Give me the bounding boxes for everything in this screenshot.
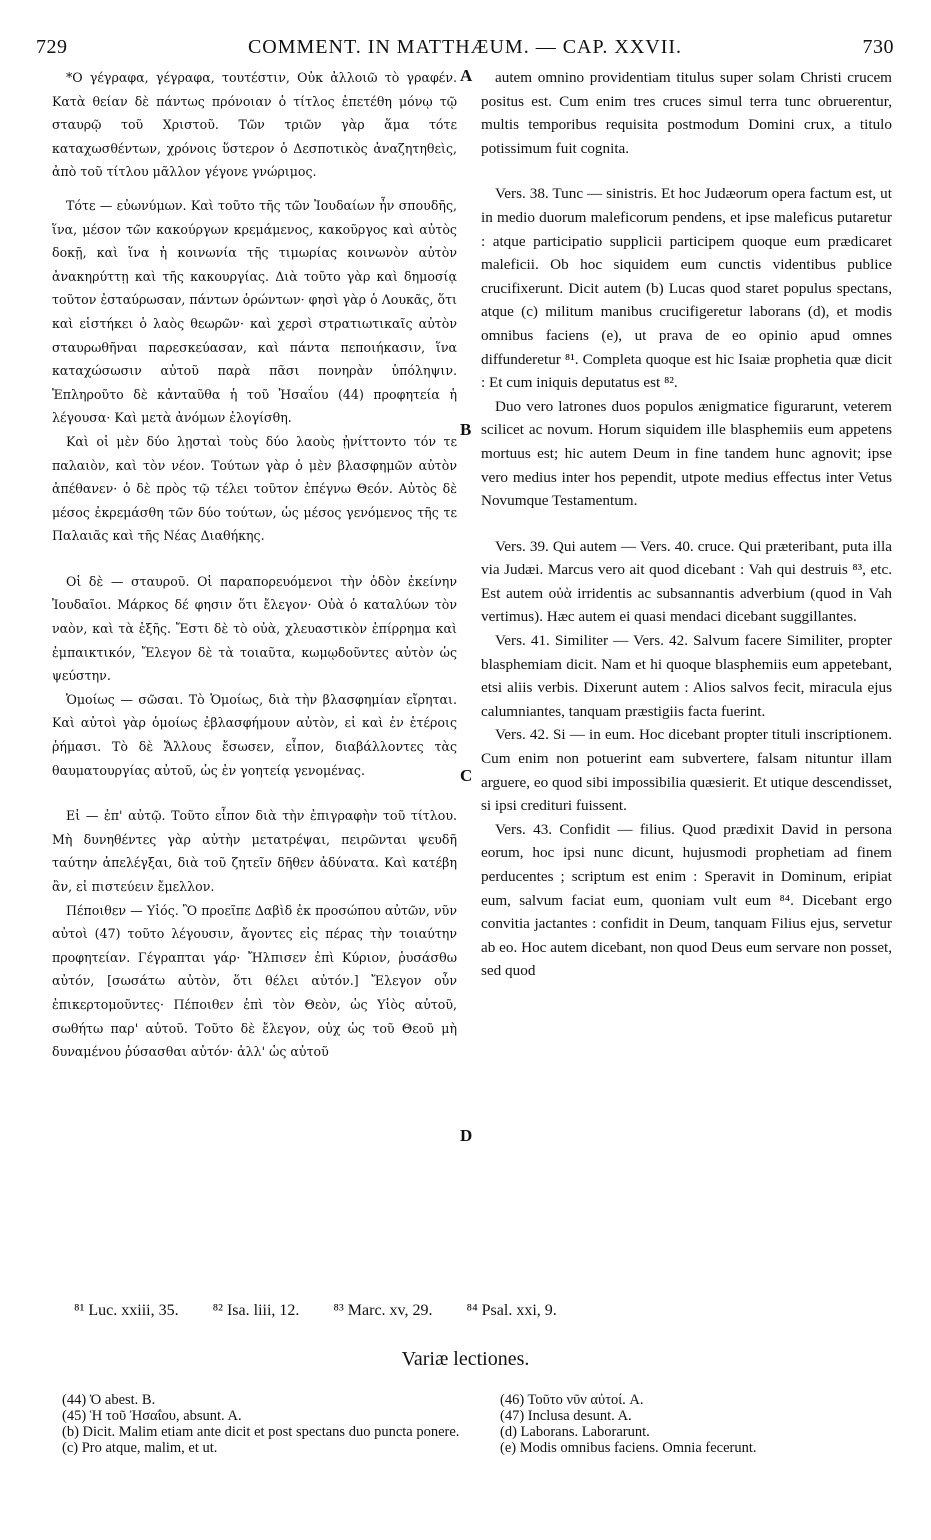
running-title: COMMENT. IN MATTHÆUM. — CAP. XXVII. <box>247 36 683 58</box>
margin-letter-b: B <box>460 420 472 439</box>
latin-paragraph: Vers. 43. Confidit — filius. Quod prædixit David in persona eorum, hoc ipsi nunc dicunt, hujusmodi prophetiam ad finem perducentes ; scriptum est enim : Speravit in Dominum, eripiat eum, salvum faciat eum, quoniam vult eum ⁸⁴. Dicebant ergo convitia jactantes : confidit in Deum, tanquam Filius ejus, servetur ab eo. Hoc autem dicebant, non quod Deus eum servare non posset, sed quod <box>481 820 892 980</box>
variant-reading: (e) Modis omnibus faciens. Omnia fecerunt. <box>500 1440 757 1456</box>
variant-readings-right-bottom <box>500 1424 757 1456</box>
greek-paragraph: Οἱ δὲ — σταυροῦ. Οἱ παραπορευόμενοι τὴν ὁδὸν ἐκείνην Ἰουδαῖοι. Μάρκος δέ φησιν ὅτι ἔλεγον· Οὐὰ ὁ καταλύων τὸν ναὸν, καὶ τὰ ἑξῆς. Ἔστι δὲ τὸ οὐὰ, χλευαστικὸν ἐπίρρημα καὶ ἐμπαικτικόν, Ἔλεγον δὲ τὰ τοιαῦτα, κωμῳδοῦντες αὐτὸν ὡς ψεύστην. <box>52 573 457 684</box>
variant-reading: (b) Dicit. Malim etiam ante dicit et post spectans duo puncta ponere. <box>62 1424 460 1440</box>
variant-reading: (47) Inclusa desunt. A. <box>500 1408 632 1424</box>
margin-letter-a: A <box>460 66 473 85</box>
greek-paragraph: Εἰ — ἐπ' αὐτῷ. Τοῦτο εἶπον διὰ τὴν ἐπιγραφὴν τοῦ τίτλου. Μὴ δυνηθέντες γὰρ αὐτὴν μετατρέψαι, πειρῶνται ψευδῆ ταύτην ἀπελέγξαι, διὰ τοῦ ζητεῖν δῆθεν ἀδύνατα. Καὶ κατέβη ἂν, εἰ πιστεύειν ἔμελλον. <box>52 808 457 894</box>
page-header <box>36 36 894 62</box>
latin-paragraph: Vers. 42. Si — in eum. Hoc dicebant propter tituli inscriptionem. Cum enim non potuerint eam subvertere, falsam nituntur illam arguere, eo quod sibi impossibilia quæsierit. Et utique descendisset, si ipsi credituri fuissent. <box>481 726 892 815</box>
variant-reading: (46) Τοῦτο νῦν αὐτοί. A. <box>500 1392 644 1408</box>
variant-readings-right-top <box>500 1392 644 1424</box>
page-number-left: 729 <box>36 36 68 58</box>
footnotes <box>74 1302 874 1320</box>
footnote: ⁸⁴ Psal. xxi, 9. <box>466 1302 557 1319</box>
margin-letter-c: C <box>460 766 473 785</box>
greek-paragraph: Πέποιθεν — Υἱός. Ὃ προεῖπε Δαβὶδ ἐκ προσώπου αὐτῶν, νῦν αὐτοὶ (47) τοῦτο λέγουσιν, ἄγοντες εἰς πέρας τὴν τοιαύτην προφητείαν. Γέγραπται γάρ· Ἤλπισεν ἐπὶ Κύριον, ῥυσάσθω αὐτόν, [σωσάτω αὐτὸν, ὅτι θέλει αὐτόν.] Ἔλεγον οὖν ἐπικερτομοῦντες· Πέποιθεν ἐπὶ τὸν Θεὸν, ὡς Υἱὸς αὐτοῦ, σωθήτω παρ' αὐτοῦ. Τοῦτο δὲ ἔλεγον, οὐχ ὡς τοῦ Θεοῦ μὴ δυναμένου ῥύσασθαι αὐτόν· ἀλλ' ὡς αὐτοῦ <box>52 902 457 1060</box>
page-number-right: 730 <box>862 36 894 58</box>
variae-lectiones-heading: Variæ lectiones. <box>401 1348 530 1370</box>
footnote: ⁸³ Marc. xv, 29. <box>333 1302 433 1319</box>
latin-paragraph: Vers. 38. Tunc — sinistris. Et hoc Judæorum opera factum est, ut in medio duorum maleficorum pendens, et ipse maleficus putaretur : atque participatio supplicii participem quoque eum prædicaret maleficii. Ob hoc siquidem eum cunctis videntibus publice crucifixerunt. Dicit autem (b) Lucas quod staret populus spectans, atque (c) militum manibus crucifigeretur laborans (d), et modis omnibus faciens (e), ut prava de eo opinio apud omnes diffunderetur ⁸¹. Completa quoque est hic Isaiæ prophetia quæ dicit : Et cum iniquis deputatus est ⁸². <box>481 185 892 392</box>
margin-letter-d: D <box>460 1126 473 1145</box>
latin-paragraph: Vers. 39. Qui autem — Vers. 40. cruce. Qui præteribant, puta illa via Judæi. Marcus vero ait quod dicebant : Vah qui destruis ⁸³, etc. Est autem οὐὰ irridentis ac subsannantis adverbium (quod in Vah vertimus). Hæc autem ei quasi mendaci dicebant suggillantes. <box>481 537 892 626</box>
latin-paragraph: Duo vero latrones duos populos ænigmatice figurarunt, veterem scilicet ac novum. Horum siquidem ille blasphemiis eum appetens mortuus est; hic autem Deum in fine tandem hunc agnovit; ipse vero medius inter hos pependit, utpote medius effectus inter Vetus Novumque Testamentum. <box>481 397 892 510</box>
greek-paragraph: *Ο γέγραφα, γέγραφα, τουτέστιν, Οὐκ ἀλλοιῶ τὸ γραφέν. Κατὰ θείαν δὲ πάντως πρόνοιαν ὁ τίτλος ἐπετέθη μόνῳ τῷ σταυρῷ τοῦ Χριστοῦ. Τῶν τριῶν γὰρ ἅμα τότε καταχωσθέντων, χρόνοις ὕστερον ὁ Δεσποτικὸς ἀναζητηθεὶς, ἀπὸ τοῦ τίτλου μᾶλλον γέγονε γνώριμος. <box>52 70 457 180</box>
footnote: ⁸² Isa. liii, 12. <box>212 1302 300 1319</box>
greek-paragraph: Καὶ οἱ μὲν δύο λῃσταὶ τοὺς δύο λαοὺς ᾐνίττοντο τόν τε παλαιὸν, καὶ τὸν νέον. Τούτων γὰρ ὁ μὲν βλασφημῶν αὐτὸν ἀπέθανεν· ὁ δὲ πρὸς τῷ τέλει τοῦτον ἐπέγνω Θεόν. Αὐτὸς δὲ μέσος ἐκρεμάσθη τῶν δύο τούτων, ὡς μέσος γενόμενος τῆς τε Παλαιᾶς καὶ τῆς Νέας Διαθήκης. <box>52 433 457 544</box>
variant-readings-left-bottom <box>62 1424 462 1456</box>
latin-paragraph: Vers. 41. Similiter — Vers. 42. Salvum facere Similiter, propter blasphemiam dicit. Nam et hi quoque blasphemiis eum appetebant, etsi aliis verbis. Dixerunt autem : Alios salvos fecit, miracula ejus calumniantes, tanquam præstigiis facta fuerint. <box>481 632 892 720</box>
greek-column <box>52 66 457 1064</box>
variant-reading: (44) Ὁ abest. B. <box>62 1392 156 1408</box>
variant-reading: (45) Ἡ τοῦ Ἠσαΐου, absunt. A. <box>62 1408 242 1424</box>
variant-readings-left-top <box>62 1392 242 1424</box>
greek-paragraph: Ὁμοίως — σῶσαι. Τὸ Ὁμοίως, διὰ τὴν βλασφημίαν εἴρηται. Καὶ αὐτοὶ γὰρ ὁμοίως ἐβλασφήμουν αὐτὸν, εἰ καὶ ἐν ἑτέροις ῥήμασι. Τὸ δὲ Ἄλλους ἔσωσεν, εἶπον, διαβάλλοντες τὰς θαυματουργίας αὐτοῦ, ὡς ἐν γοητείᾳ γενομένας. <box>52 691 457 778</box>
footnote: ⁸¹ Luc. xxiii, 35. <box>74 1302 179 1319</box>
variant-reading: (d) Laborans. Laborarunt. <box>500 1424 650 1440</box>
latin-paragraph: autem omnino providentiam titulus super solam Christi crucem positus est. Cum enim tres cruces simul terra tunc obruerentur, multis temporibus requisita postmodum Domini crux, a titulo potissimum fuit cognita. <box>481 69 892 157</box>
latin-column <box>481 66 892 983</box>
variant-reading: (c) Pro atque, malim, et ut. <box>62 1440 218 1456</box>
greek-paragraph: Τότε — εὐωνύμων. Καὶ τοῦτο τῆς τῶν Ἰουδαίων ἦν σπουδῆς, ἵνα, μέσον τῶν κακούργων κρεμάμενος, κακοῦργος καὶ αὐτὸς δοκῇ, καὶ ἵνα ἡ κοινωνία τῆς τιμωρίας κοινωνὸν αὐτὸν ἀνακηρύττῃ καὶ τῆς κακουργίας. Διὰ τοῦτο γὰρ καὶ δημοσίᾳ τοῦτον ἐσταύρωσαν, πάντων ὁρώντων· φησὶ γὰρ ὁ Λουκᾶς, ὅτι καὶ εἱστήκει ὁ λαὸς θεωρῶν· καὶ χερσὶ στρατιωτικαῖς αὐτὸν σταυρωθῆναι παρεσκεύασαν, καὶ πάντα πεποιήκασιν, ἵνα καταχώσωσιν αὐτοῦ παρὰ πᾶσι πονηρὰν ὑπόληψιν. Ἐπληροῦτο δὲ κἀνταῦθα ἡ τοῦ Ἠσαΐου (44) προφητεία ἡ λέγουσα· Καὶ μετὰ ἀνόμων ἐλογίσθη. <box>52 197 457 426</box>
